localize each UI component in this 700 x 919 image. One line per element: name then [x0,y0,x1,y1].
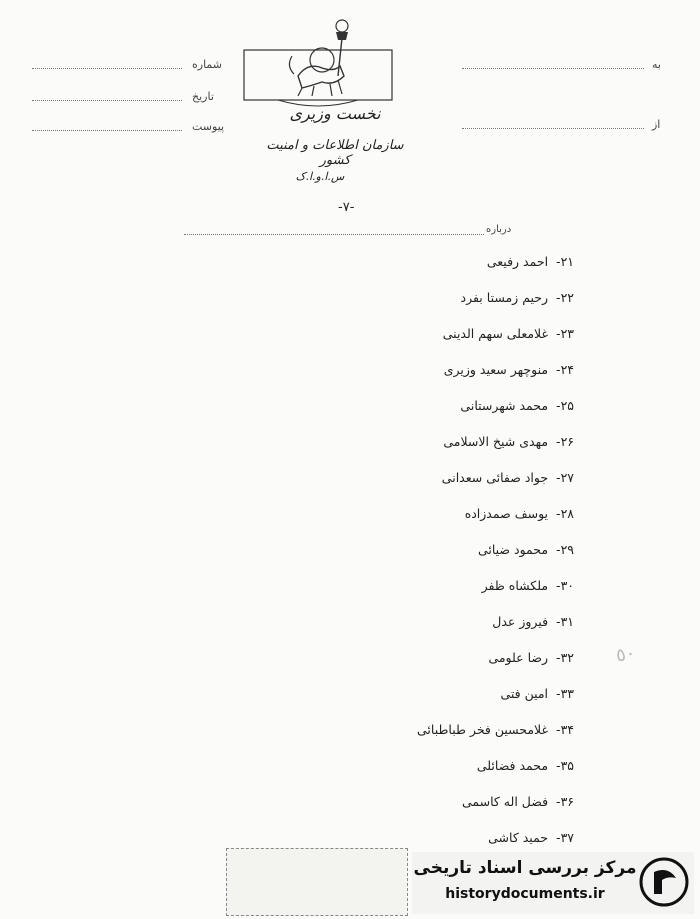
list-item: ۲۱-احمد رفیعی [486,254,574,269]
list-item: ۳۱-فیروز عدل [492,614,574,629]
list-item: ۲۳-غلامعلی سهم الدینی [442,326,574,341]
list-item: ۳۳-امین فتی [500,686,574,701]
number-field-label: شماره [192,58,223,71]
list-item: ۲۶-مهدی شیخ الاسلامی [443,434,574,449]
date-field-line [32,100,182,101]
list-item: ۲۹-محمود ضیائی [477,542,574,557]
list-item: ۳۲-رضا علومی [488,650,574,665]
subject-field-label: درباره [486,224,512,235]
attachment-field-line [32,130,182,131]
archive-logo-icon [638,856,690,908]
list-item: ۲۷-جواد صفائی سعدانی [441,470,574,485]
list-item: ۲۴-منوچهر سعید وزیری [443,362,574,377]
list-item: ۳۰-ملکشاه ظفر [481,578,574,593]
watermark-title: مرکز بررسی اسناد تاریخی [413,858,637,878]
list-item: ۲۲-رحیم زمستا بفرد [460,290,574,305]
margin-note: ٥٠ [614,642,638,667]
org-ref: س.ا.و.ا.ک [295,170,345,183]
list-item: ۳۴-غلامحسین فخر طباطبائی [417,722,574,737]
org-line-savak: سازمان اطلاعات و امنیت کشور [266,138,404,168]
date-field-label: تاریخ [192,90,214,103]
from-field-label: از [652,118,661,131]
from-field-line [462,128,644,129]
list-item: ۳۷-حمید کاشی [488,830,574,845]
list-item: ۲۵-محمد شهرستانی [460,398,574,413]
watermark-url: historydocuments.ir [445,886,605,902]
number-field-line [32,68,182,69]
list-item: ۲۸-یوسف صمدزاده [464,506,574,521]
to-field-line [462,68,644,69]
list-item: ۳۶-فضل اله کاسمی [461,794,574,809]
archive-watermark [412,852,694,914]
attachment-field-label: پیوست [192,120,225,133]
to-field-label: به [652,58,661,71]
org-line-prime-ministry: نخست وزیری [289,104,381,123]
subject-field-line [184,234,484,235]
list-item: ۳۵-محمد فضائلی [476,758,574,773]
faded-stamp-box [226,848,408,916]
page-number: -٧- [338,200,355,215]
